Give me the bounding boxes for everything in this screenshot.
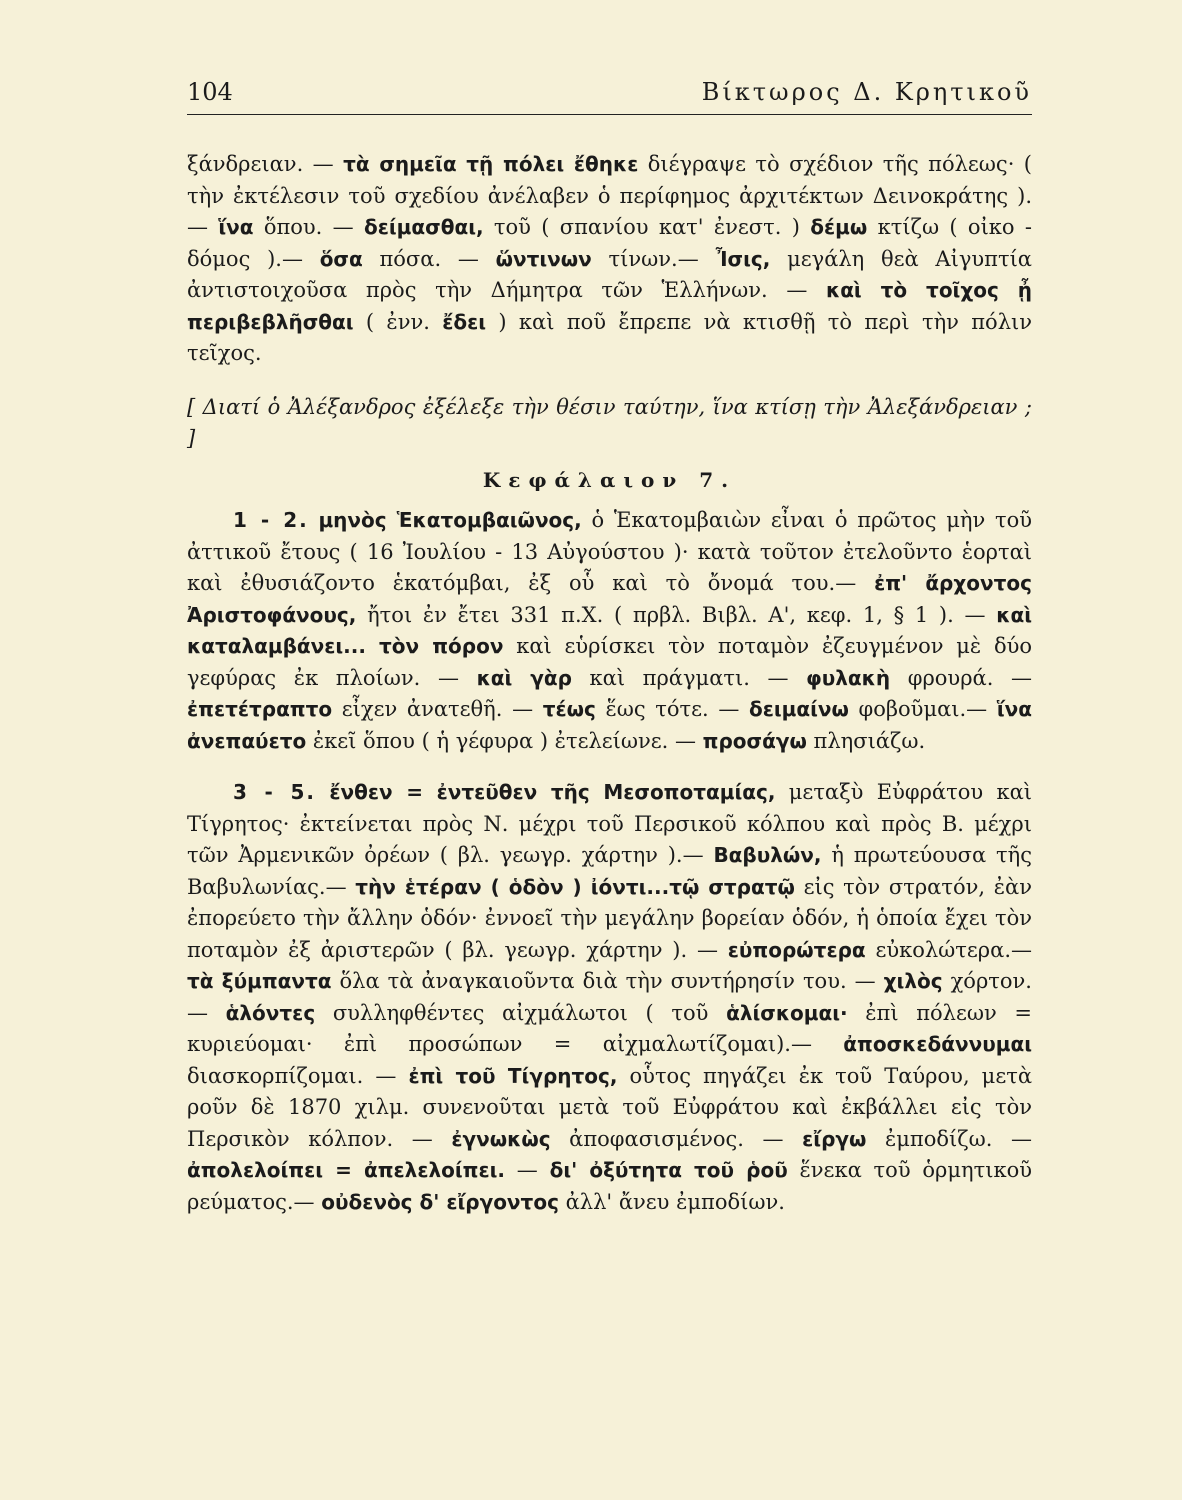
page-header <box>187 78 1032 115</box>
text-run: ἕως τότε. — <box>595 697 749 721</box>
lemma: τὴν ἑτέραν ( ὁδὸν ) ἰόντι...τῷ στρατῷ <box>355 874 795 899</box>
review-question: [ Διατί ὁ Ἀλέξανδρος ἐξέλεξε τὴν θέσιν ταύτην, ἵνα κτίσῃ τὴν Ἀλεξάνδρειαν ; ] <box>187 394 1032 450</box>
text-run: εὐκολώτερα.— <box>865 937 1032 962</box>
text-run: διέγραψε τὸ σχέδιον τῆς πόλεως· ( τὴν ἐκτέλεσιν τοῦ σχεδίου ἀνέλαβεν ὁ περίφημος ἀρχιτέκτων Δεινοκράτης ). — <box>187 152 1032 239</box>
lemma: χιλὸς <box>883 969 943 993</box>
lemma: Ἶσις, <box>715 246 771 271</box>
lemma: τὰ σημεῖα τῇ πόλει ἔθηκε <box>343 152 639 176</box>
text-run: ἀλλ' ἄνευ ἐμποδίων. <box>558 1189 785 1214</box>
chapter-title: Κεφάλαιον 7. <box>482 467 737 492</box>
text-run: εἶχεν ἀνατεθῆ. — <box>332 697 543 721</box>
commentary-paragraph-3 <box>187 777 1032 1218</box>
lemma: δείμασθαι, <box>364 215 484 239</box>
lemma: τέως <box>542 697 596 721</box>
text-run: ἡ πρωτεύουσα τῆς Βαβυλωνίας.— <box>187 843 1032 899</box>
text-run: εἰς τὸν στρατόν, ἐὰν ἐπορεύετο τὴν ἄλλην ὁδόν· ἐννοεῖ τὴν μεγάλην βορείαν ὁδόν, ἡ ὁποία ἔχει τὸν ποταμὸν ἐξ ἀριστερῶν ( βλ. γεωγρ. χάρτην ). — <box>187 874 1032 962</box>
text-run: ὁ Ἑκατομβαιὼν εἶναι ὁ πρῶτος μὴν τοῦ ἀττικοῦ ἔτους ( 16 Ἰουλίου - 13 Αὐγούστου )· κατὰ τοῦτον ἐτελοῦντο ἑορταὶ καὶ ἐθυσιάζοντο ἑκατόμβαι, ἐξ οὗ καὶ τὸ ὄνομά του.— <box>187 508 1033 595</box>
text-run: μεταξὺ Εὐφράτου καὶ Τίγρητος· ἐκτείνεται πρὸς Ν. μέχρι τοῦ Περσικοῦ κόλπου καὶ πρὸς Β. μέχρι τῶν Ἀρμενικῶν ὀρέων ( βλ. γεωγρ. χάρτην ).— <box>187 780 1033 867</box>
lemma: εἴργω <box>802 1126 867 1151</box>
text-run: ( ἐνν. <box>353 309 443 334</box>
lemma: φυλακὴ <box>806 665 891 690</box>
lemma: ἵνα <box>218 215 254 239</box>
text-run: πλησιάζω. <box>806 728 926 753</box>
lemma: προσάγω <box>702 728 807 753</box>
lemma: ἔδει <box>442 309 487 334</box>
section-number: 1 - 2. <box>233 508 309 532</box>
text-run: συλληφθέντες αἰχμάλωτοι ( τοῦ <box>315 1000 727 1025</box>
lemma: Βαβυλών, <box>713 843 822 867</box>
text-run: οὗτος πηγάζει ἐκ τοῦ Ταύρου, μετὰ ροῦν δὲ 1870 χιλμ. συνενοῦται μετὰ τοῦ Εὐφράτου καὶ ἐκβάλλει εἰς τὸν Περσικὸν κόλπον. — <box>187 1063 1032 1151</box>
lemma: ἀποσκεδάννυμαι <box>843 1032 1032 1056</box>
text-run: καὶ εὑρίσκει τὸν ποταμὸν ἐζευγμένον μὲ δύο γεφύρας ἐκ πλοίων. — <box>187 634 1032 690</box>
lemma: ἐπὶ τοῦ Τίγρητος, <box>408 1063 618 1088</box>
commentary-paragraph-1 <box>187 149 1032 370</box>
lemma: ἐπ' ἄρχοντος Ἀριστοφάνους, <box>187 571 1032 627</box>
text-run: ὅλα τὰ ἀναγκαιοῦντα διὰ τὴν συντήρησίν του. — <box>331 969 884 993</box>
text-run: ξάνδρειαν. — <box>187 152 344 176</box>
text-run: ὅπου. — <box>253 215 365 239</box>
text-run: τοῦ ( σπανίου κατ' ἐνεστ. ) <box>483 215 811 239</box>
lemma: τὰ ξύμπαντα <box>187 969 332 993</box>
section-number: 3 - 5. <box>233 780 316 804</box>
text-run: μεγάλη θεὰ Αἰγυπτία ἀντιστοιχοῦσα πρὸς τὴν Δήμητρα τῶν Ἑλλήνων. — <box>187 246 1032 302</box>
lemma: ἐγνωκὼς <box>451 1126 551 1151</box>
lemma: ὥντινων <box>495 246 592 271</box>
running-title: Βίκτωρος Δ. Κρητικοῦ <box>701 78 1032 106</box>
lemma: οὐδενὸς δ' εἴργοντος <box>321 1189 559 1214</box>
text-run: ἐμποδίζω. — <box>866 1126 1032 1151</box>
lemma: μηνὸς Ἑκατομβαιῶνος, <box>318 508 582 532</box>
text-run: τίνων.— <box>591 246 716 271</box>
lemma: εὐπορώτερα <box>727 937 866 962</box>
page-number: 104 <box>187 78 233 106</box>
text-run: — <box>505 1158 550 1182</box>
text-run: ἐκεῖ ὅπου ( ἡ γέφυρα ) ἐτελείωνε. — <box>306 728 703 753</box>
text-run: κτίζω ( οἰκο - δόμος ).— <box>187 215 1032 271</box>
text-run: ἤτοι ἐν ἔτει 331 π.Χ. ( πρβλ. Βιβλ. Α', κεφ. 1, § 1 ). — <box>356 602 997 627</box>
text-run: ) καὶ ποῦ ἔπρεπε νὰ κτισθῇ τὸ περὶ τὴν πόλιν τεῖχος. <box>187 309 1032 365</box>
lemma: ἔνθεν = ἐντεῦθεν τῆς Μεσοποταμίας, <box>329 780 776 804</box>
lemma: ὅσα <box>319 246 363 271</box>
lemma: καὶ τὸ τοῖχος ᾖ περιβεβλῆσθαι <box>187 278 1032 334</box>
text-run: πόσα. — <box>362 246 496 271</box>
text-run: φοβοῦμαι.— <box>848 697 997 721</box>
text-run: φρουρά. — <box>890 665 1033 690</box>
text-run: καὶ πράγματι. — <box>571 665 807 690</box>
text-run: διασκορπίζομαι. — <box>187 1063 409 1088</box>
lemma: δι' ὀξύτητα τοῦ ῥοῦ <box>549 1158 788 1182</box>
text-run: χόρτον. — <box>187 969 1032 1025</box>
lemma: ἁλόντες <box>225 1000 316 1025</box>
lemma: δέμω <box>810 215 868 239</box>
text-run: ἕνεκα τοῦ ὁρμητικοῦ ρεύματος.— <box>187 1158 1032 1214</box>
book-page <box>187 78 1032 1218</box>
commentary-paragraph-2 <box>187 505 1032 757</box>
lemma: ἐπετέτραπτο <box>187 697 333 721</box>
lemma: ἁλίσκομαι· <box>726 1000 848 1025</box>
lemma: δειμαίνω <box>748 697 849 721</box>
lemma: ἵνα ἀνεπαύετο <box>187 697 1032 753</box>
lemma: καὶ καταλαμβάνει... τὸν πόρον <box>187 602 1032 658</box>
lemma: καὶ γὰρ <box>476 665 572 690</box>
lemma: ἀπολελοίπει = ἀπελελοίπει. <box>187 1158 505 1182</box>
text-run: ἀποφασισμένος. — <box>550 1126 803 1151</box>
text-run: ἐπὶ πόλεων = κυριεύομαι· ἐπὶ προσώπων = αἰχμαλωτίζομαι).— <box>187 1000 1033 1056</box>
